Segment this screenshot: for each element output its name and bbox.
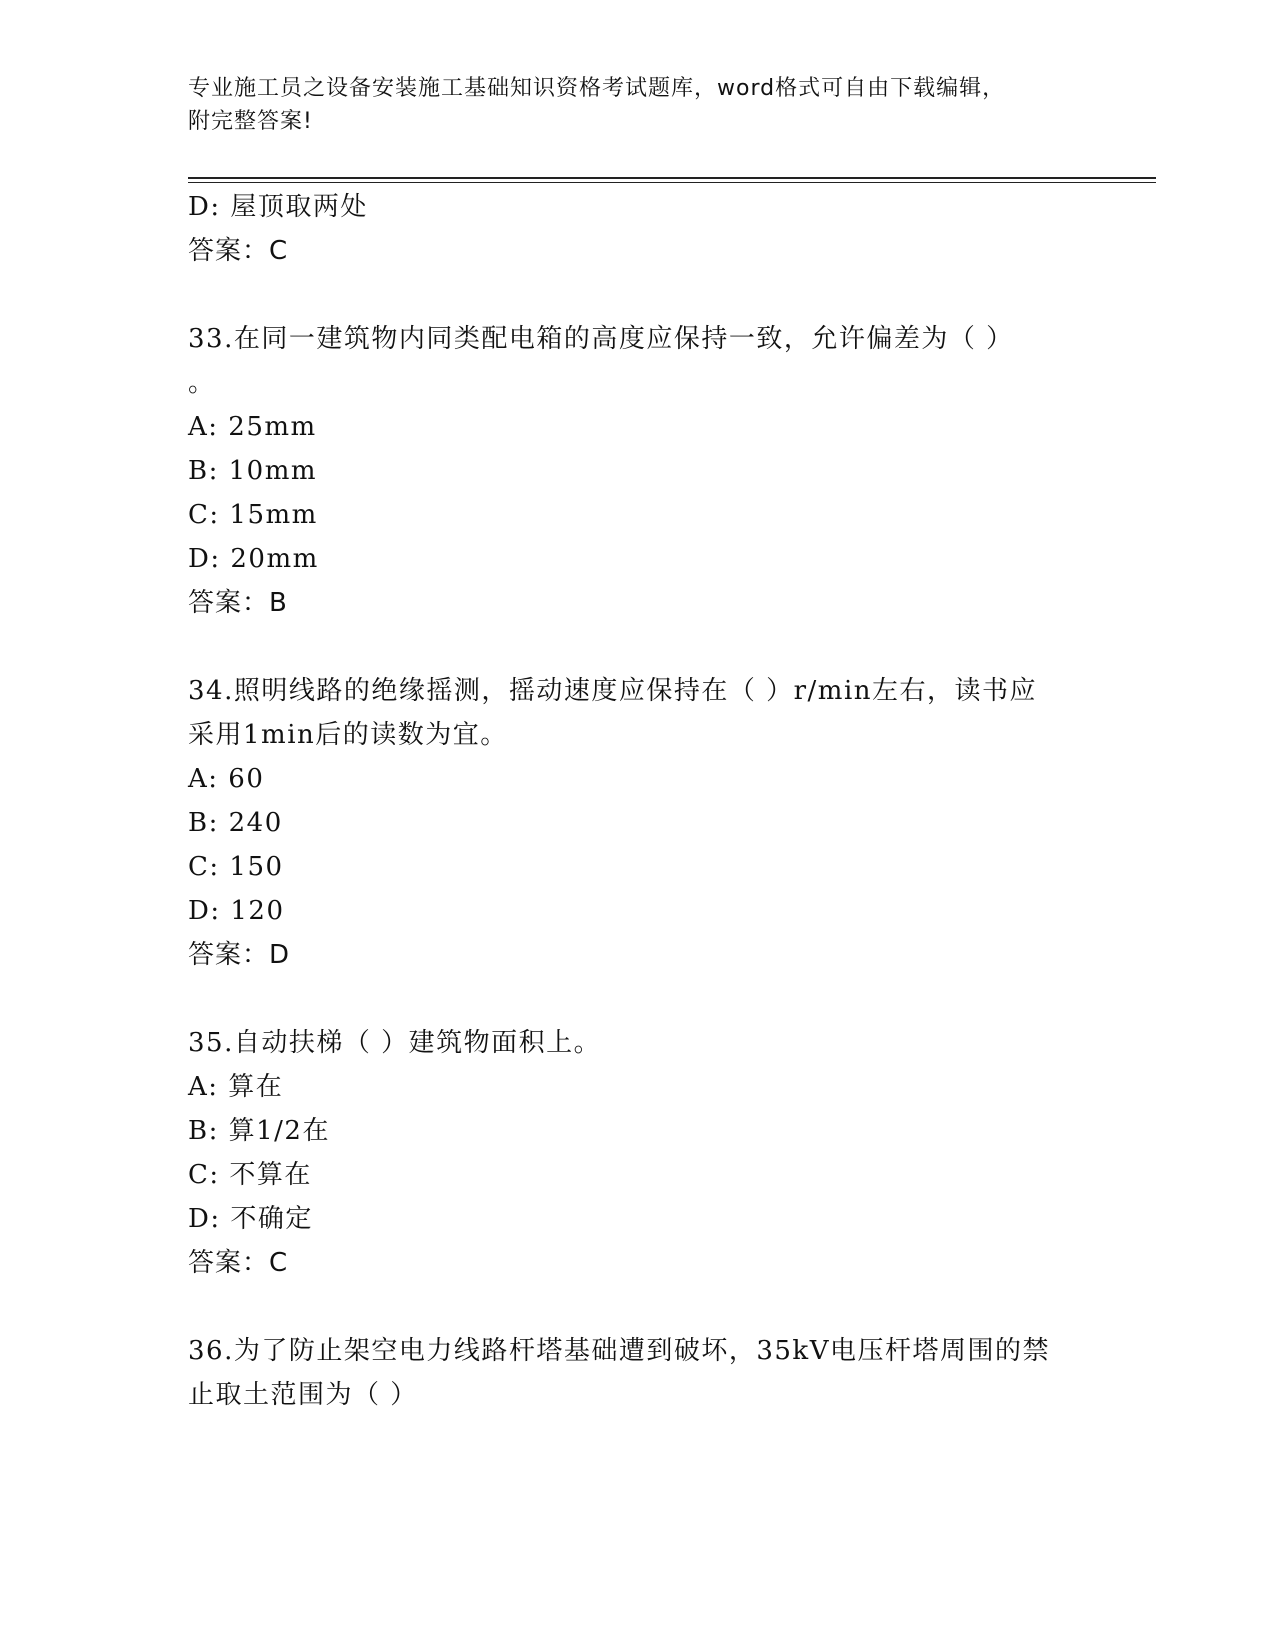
prev-answer: 答案：C [188,236,289,266]
q33-option-b: B: 10mm [188,456,318,486]
q33-option-a: A: 25mm [188,412,317,442]
q35-answer: 答案：C [188,1248,289,1278]
q34-stem-line-2: 采用1min后的读数为宜。 [188,720,508,750]
document-header [188,72,1088,138]
q35-stem-line-1: 35.自动扶梯（ ）建筑物面积上。 [188,1028,602,1058]
prev-option-d: D: 屋顶取两处 [188,192,368,222]
q35-option-a: A: 算在 [188,1072,284,1102]
q34-answer: 答案：D [188,940,291,970]
header-rule-thin [188,182,1156,183]
q33-option-d: D: 20mm [188,544,319,574]
q34-option-d: D: 120 [188,896,285,926]
q34-option-b: B: 240 [188,808,283,838]
header-line-1: 专业施工员之设备安装施工基础知识资格考试题库，word格式可自由下载编辑， [188,76,1006,101]
q33-answer: 答案：B [188,588,288,618]
q36-stem-line-2: 止取土范围为（ ） [188,1380,418,1410]
q35-option-b: B: 算1/2在 [188,1116,330,1146]
header-line-2: 附完整答案! [188,109,313,134]
q34-stem-line-1: 34.照明线路的绝缘摇测，摇动速度应保持在（ ）r/min左右，读书应 [188,676,1038,706]
q33-option-c: C: 15mm [188,500,318,530]
q35-option-c: C: 不算在 [188,1160,312,1190]
q33-stem-line-1: 33.在同一建筑物内同类配电箱的高度应保持一致，允许偏差为（ ） [188,324,1014,354]
q35-option-d: D: 不确定 [188,1204,313,1234]
q34-option-a: A: 60 [188,764,265,794]
q33-stem-line-2: 。 [188,368,216,398]
q34-option-c: C: 150 [188,852,284,882]
header-rule-thick [188,177,1156,179]
q36-stem-line-1: 36.为了防止架空电力线路杆塔基础遭到破坏，35kV电压杆塔周围的禁 [188,1336,1050,1366]
